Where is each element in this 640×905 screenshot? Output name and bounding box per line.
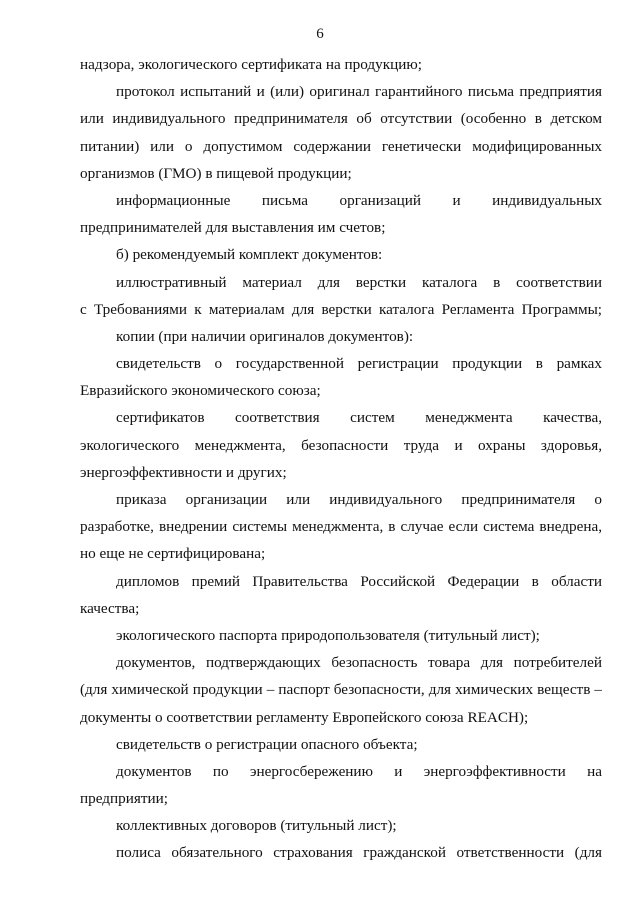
text-line: свидетельств о регистрации опасного объекта; [116,735,418,753]
text-line: протокол испытаний и (или) оригинал гарантийного письма предприятия [116,83,602,101]
text-line: документы о соответствии регламенту Европейского союза REACH); [80,708,529,726]
text-line: сертификатов соответствия систем менеджмента качества, [116,409,602,427]
text-line: документов, подтверждающих безопасность товара для потребителей [116,654,602,672]
text-line: предпринимателей для выставления им счетов; [80,219,386,237]
text-line: разработке, внедрении системы менеджмента, в случае если система внедрена, [80,518,602,536]
text-line: качества; [80,599,140,617]
text-line: дипломов премий Правительства Российской Федерации в области [116,572,602,590]
text-line: б) рекомендуемый комплект документов: [116,246,383,264]
text-line: энергоэффективности и других; [80,463,287,481]
text-line: документов по энергосбережению и энергоэффективности на [116,762,602,780]
text-line: приказа организации или индивидуального предпринимателя о [116,491,602,508]
text-line: экологического менеджмента, безопасности труда и охраны здоровья, [80,436,602,454]
text-line: коллективных договоров (титульный лист); [116,817,397,835]
text-line: (для химической продукции – паспорт безопасности, для химических веществ – [80,681,602,699]
text-line: предприятии; [80,790,168,808]
text-line: свидетельств о государственной регистрации продукции в рамках [116,355,602,373]
text-line: или индивидуального предпринимателя об отсутствии (особенно в детском [80,110,602,128]
text-line: экологического паспорта природопользователя (титульный лист); [116,626,540,644]
text-line: иллюстративный материал для верстки каталога в соответствии [116,273,602,291]
text-line: питании) или о допустимом содержании генетически модифицированных [80,137,602,155]
page-number: 6 [316,26,324,42]
text-line: информационные письма организаций и индивидуальных [116,191,602,209]
document-body [80,51,602,867]
text-line: Евразийского экономического союза; [80,382,321,400]
text-line: с Требованиями к материалам для верстки каталога Регламента Программы; [80,300,602,318]
text-line: полиса обязательного страхования гражданской ответственности (для [116,844,602,862]
text-line: организмов (ГМО) в пищевой продукции; [80,164,352,182]
text-line: но еще не сертифицирована; [80,545,266,563]
text-line: надзора, экологического сертификата на продукцию; [80,56,422,73]
text-line: копии (при наличии оригиналов документов): [116,327,414,345]
